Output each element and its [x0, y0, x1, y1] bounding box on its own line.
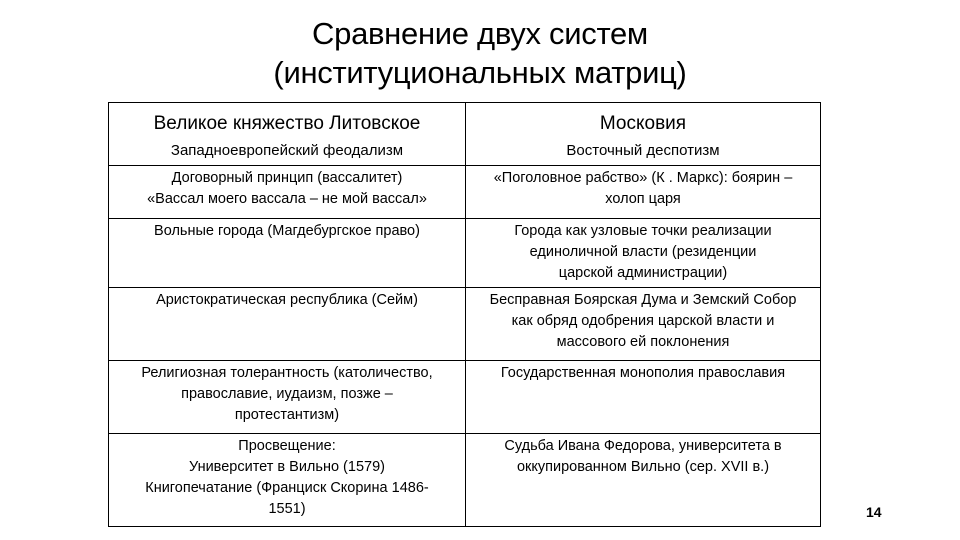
- table-cell-right: [466, 361, 821, 434]
- cell-text-line: Книгопечатание (Франциск Скорина 1486-: [145, 480, 429, 496]
- column-subtitle-lithuania: Западноевропейский феодализм: [170, 142, 404, 159]
- cell-text-line: царской администрации): [558, 265, 728, 281]
- column-subtitle-muscovy: Восточный деспотизм: [566, 142, 720, 159]
- title-line-2: (институциональных матриц): [273, 55, 687, 90]
- cell-text-line: Судьба Ивана Федорова, университета в: [504, 438, 782, 454]
- table-header-row: [109, 103, 821, 166]
- cell-text-line: Города как узловые точки реализации: [514, 223, 772, 239]
- header-cell-lithuania: [109, 103, 466, 166]
- cell-text-line: Аристократическая республика (Сейм): [156, 292, 418, 308]
- table-cell-left: [109, 361, 466, 434]
- table-row: [109, 288, 821, 361]
- cell-text-line: Просвещение:: [238, 438, 336, 454]
- cell-text-line: 1551): [268, 501, 306, 517]
- cell-text-line: Договорный принцип (вассалитет): [171, 170, 403, 186]
- title-line-1: Сравнение двух систем: [312, 16, 648, 51]
- table-cell-left: [109, 219, 466, 288]
- cell-text-line: Университет в Вильно (1579): [189, 459, 385, 475]
- table-cell-right: [466, 434, 821, 527]
- table-row: [109, 361, 821, 434]
- table-cell-left: [109, 166, 466, 219]
- cell-text-line: как обряд одобрения царской власти и: [511, 313, 775, 329]
- comparison-table: [108, 102, 821, 527]
- cell-text-line: оккупированном Вильно (сер. XVII в.): [516, 459, 770, 475]
- table-row: [109, 219, 821, 288]
- cell-text-line: Религиозная толерантность (католичество,: [141, 365, 433, 381]
- cell-text-line: Государственная монополия православия: [500, 365, 786, 381]
- table-cell-right: [466, 219, 821, 288]
- cell-text-line: православие, иудаизм, позже –: [181, 386, 393, 402]
- table-cell-right: [466, 166, 821, 219]
- cell-text-line: протестантизм): [234, 407, 340, 423]
- column-title-muscovy: Московия: [599, 113, 687, 134]
- cell-text-line: «Поголовное рабство» (К . Маркс): боярин –: [493, 170, 793, 186]
- cell-text-line: Вольные города (Магдебургское право): [154, 223, 420, 239]
- cell-text-line: холоп царя: [605, 191, 681, 207]
- slide-title: [110, 14, 850, 92]
- cell-text-line: единоличной власти (резиденции: [529, 244, 757, 260]
- cell-text-line: Бесправная Боярская Дума и Земский Собор: [489, 292, 797, 308]
- column-title-lithuania: Великое княжество Литовское: [153, 113, 421, 134]
- table-cell-right: [466, 288, 821, 361]
- cell-text-line: «Вассал моего вассала – не мой вассал»: [147, 191, 427, 207]
- header-cell-muscovy: [466, 103, 821, 166]
- table-row: [109, 434, 821, 527]
- table-row: [109, 166, 821, 219]
- page-number: 14: [866, 504, 882, 520]
- table-cell-left: [109, 434, 466, 527]
- cell-text-line: массового ей поклонения: [556, 334, 730, 350]
- table-cell-left: [109, 288, 466, 361]
